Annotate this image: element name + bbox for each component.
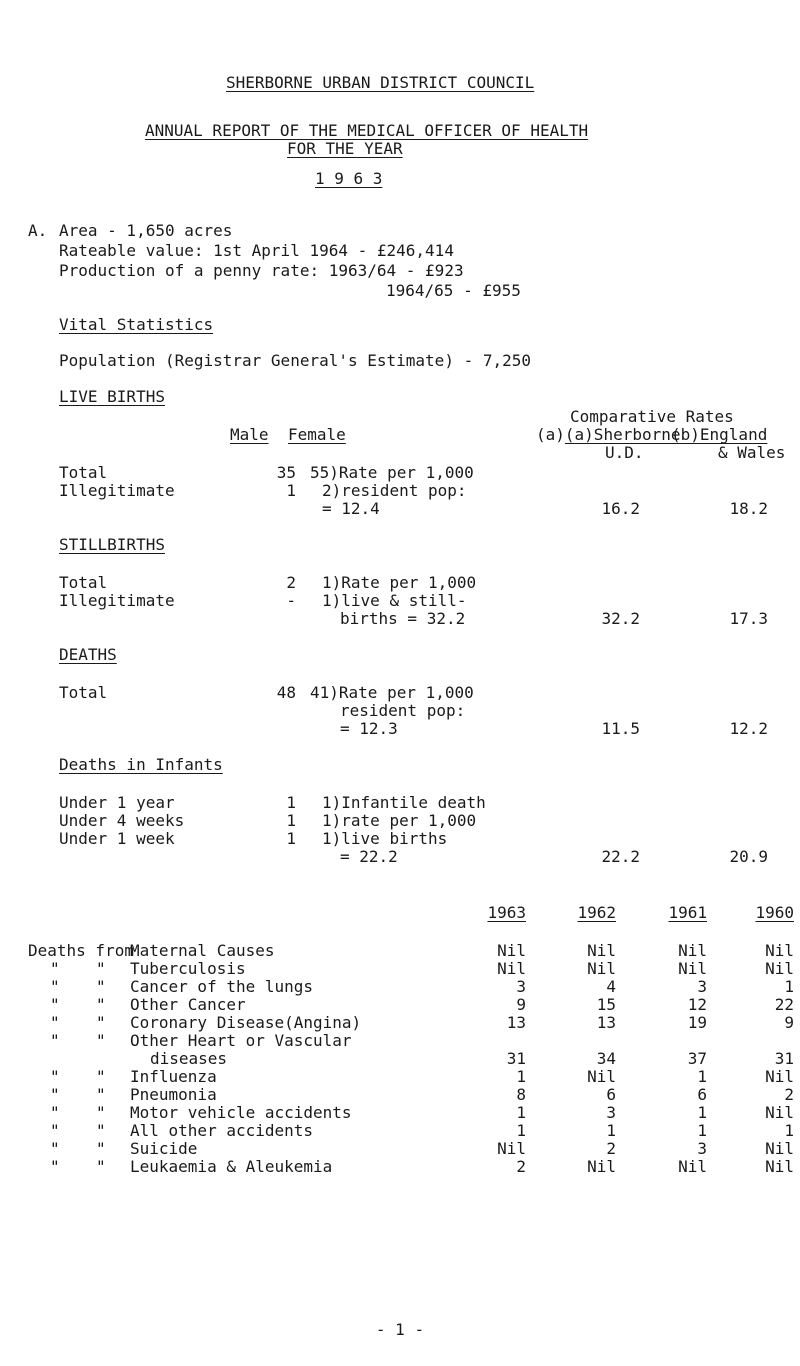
ditto-mark: " (96, 1067, 106, 1086)
cause-value: 6 (697, 1085, 707, 1104)
cause-label: Other Heart or Vascular (130, 1031, 352, 1050)
ditto-mark: " (96, 995, 106, 1014)
ditto-mark: " (96, 1103, 106, 1122)
stillbirths-illegitimate-label: Illegitimate (59, 591, 175, 610)
infants-row-value: 1 (286, 811, 296, 830)
penny-rate-line: Production of a penny rate: 1963/64 - £923 (59, 261, 464, 280)
england-header: (b)England (671, 425, 768, 444)
ditto-mark: " (96, 1121, 106, 1140)
infants-row-note: )rate per 1,000 (331, 811, 477, 830)
ditto-mark: " (50, 1067, 60, 1086)
cause-value: Nil (678, 959, 707, 978)
cause-value: Nil (497, 941, 526, 960)
stillbirths-illegitimate-value: - (286, 591, 296, 610)
cause-value: 34 (596, 1049, 616, 1068)
population-line: Population (Registrar General's Estimate) - 7,250 (59, 351, 532, 370)
stillbirths-rate-value: births = 32.2 (340, 609, 466, 628)
deaths-count: 41 (310, 683, 330, 702)
cause-value: Nil (765, 1139, 794, 1158)
sherborne-col-header: (a)(a)Sherborne (536, 425, 681, 444)
infants-row-label: Under 1 year (59, 793, 175, 812)
infants-row-text (322, 793, 486, 813)
infants-row-text (322, 811, 476, 831)
live-births-rate-text-2 (322, 481, 467, 501)
sherborne-header: (a)Sherborne (564, 425, 681, 444)
stillbirths-rate-line-1: )Rate per 1,000 (331, 573, 477, 592)
infants-row-label: Under 1 week (59, 829, 175, 848)
ditto-mark: " (96, 959, 106, 978)
infants-row-text (322, 829, 447, 849)
report-subtitle: FOR THE YEAR (287, 139, 403, 158)
cause-label: Other Cancer (130, 995, 246, 1014)
live-births-illegitimate-female: 2 (322, 481, 332, 500)
cause-value: 9 (516, 995, 526, 1014)
cause-value: 2 (516, 1157, 526, 1176)
deaths-rate-line-1: )Rate per 1,000 (329, 683, 474, 702)
cause-value: 1 (697, 1103, 707, 1122)
cause-value: Nil (765, 941, 794, 960)
england-header-2: & Wales (718, 443, 786, 462)
live-births-heading: LIVE BIRTHS (59, 387, 165, 406)
cause-value: 31 (774, 1049, 794, 1068)
cause-value: 1 (516, 1103, 526, 1122)
cause-label: Tuberculosis (130, 959, 246, 978)
deaths-rate-text (310, 683, 474, 703)
cause-value: 1 (516, 1067, 526, 1086)
infants-rate-value: = 22.2 (340, 847, 398, 866)
cause-value: Nil (587, 1157, 616, 1176)
sherborne-header-2: U.D. (605, 443, 644, 462)
cause-value: 3 (697, 1139, 707, 1158)
infants-row-count: 1 (322, 793, 332, 812)
live-births-rate-line-1: )Rate per 1,000 (329, 463, 474, 482)
year-header: 1961 (668, 903, 707, 922)
cause-value: Nil (587, 941, 616, 960)
cause-value: Nil (587, 1067, 616, 1086)
cause-value: 1 (697, 1121, 707, 1140)
stillbirths-england: 17.3 (729, 609, 768, 628)
ditto-mark: " (50, 1103, 60, 1122)
infants-row-value: 1 (286, 829, 296, 848)
cause-value: 3 (606, 1103, 616, 1122)
deaths-total-value: 48 (276, 683, 296, 702)
cause-value: 1 (697, 1067, 707, 1086)
cause-label: Leukaemia & Aleukemia (130, 1157, 333, 1176)
cause-value: 13 (506, 1013, 526, 1032)
cause-value: Nil (765, 1103, 794, 1122)
ditto-mark: " (50, 1013, 60, 1032)
cause-label: Coronary Disease(Angina) (130, 1013, 362, 1032)
cause-value: 12 (687, 995, 707, 1014)
ditto-mark: " (50, 1031, 60, 1050)
deaths-from-label: Deaths from (28, 941, 134, 960)
cause-value: 2 (784, 1085, 794, 1104)
year-header: 1963 (487, 903, 526, 922)
live-births-rate-value: = 12.4 (322, 499, 380, 518)
live-births-illegitimate-male: 1 (286, 481, 296, 500)
cause-label: Influenza (130, 1067, 217, 1086)
infants-row-count: 1 (322, 829, 332, 848)
ditto-mark: " (96, 1085, 106, 1104)
deaths-england: 12.2 (729, 719, 768, 738)
cause-value: 19 (687, 1013, 707, 1032)
ditto-mark: " (96, 1139, 106, 1158)
cause-value: 6 (606, 1085, 616, 1104)
cause-value: 4 (606, 977, 616, 996)
live-births-rate-text (310, 463, 474, 483)
deaths-total-label: Total (59, 683, 108, 702)
cause-value: Nil (678, 941, 707, 960)
ditto-mark: " (96, 1013, 106, 1032)
cause-value: Nil (765, 1157, 794, 1176)
ditto-mark: " (50, 995, 60, 1014)
stillbirths-rate-text (322, 573, 476, 593)
cause-value: Nil (497, 959, 526, 978)
live-births-total-male: 35 (276, 463, 296, 482)
cause-value: 31 (506, 1049, 526, 1068)
cause-value: 9 (784, 1013, 794, 1032)
vital-statistics-heading: Vital Statistics (59, 315, 214, 334)
stillbirths-sherborne: 32.2 (601, 609, 640, 628)
rateable-value-line: Rateable value: 1st April 1964 - £246,414 (59, 241, 454, 260)
infants-england: 20.9 (729, 847, 768, 866)
cause-label: Suicide (130, 1139, 198, 1158)
infants-row-label: Under 4 weeks (59, 811, 185, 830)
page-number: - 1 - (375, 1320, 425, 1339)
council-title: SHERBORNE URBAN DISTRICT COUNCIL (226, 73, 535, 92)
report-year: 1 9 6 3 (315, 169, 383, 188)
cause-label: Pneumonia (130, 1085, 217, 1104)
ditto-mark: " (50, 1085, 60, 1104)
cause-value: 8 (516, 1085, 526, 1104)
cause-label: Cancer of the lungs (130, 977, 314, 996)
cause-label: Motor vehicle accidents (130, 1103, 352, 1122)
cause-value: 1 (784, 1121, 794, 1140)
infants-sherborne: 22.2 (601, 847, 640, 866)
cause-value: Nil (497, 1139, 526, 1158)
male-header: Male (230, 425, 269, 444)
cause-label-continued: diseases (150, 1049, 228, 1068)
ditto-mark: " (50, 1157, 60, 1176)
ditto-mark: " (50, 959, 60, 978)
live-births-total-female: 55 (310, 463, 330, 482)
cause-label: All other accidents (130, 1121, 314, 1140)
stillbirths-rate-line-2: )live & still- (331, 591, 467, 610)
ditto-mark: " (50, 1139, 60, 1158)
area-line: Area - 1,650 acres (59, 221, 233, 240)
year-header: 1962 (577, 903, 616, 922)
stillbirths-rate-text-2 (322, 591, 467, 611)
infants-row-note: )live births (331, 829, 448, 848)
cause-value: 13 (596, 1013, 616, 1032)
deaths-heading: DEATHS (59, 645, 117, 664)
stillbirths-heading: STILLBIRTHS (59, 535, 165, 554)
stillbirths-count-2: 1 (322, 591, 332, 610)
infants-row-value: 1 (286, 793, 296, 812)
female-header: Female (288, 425, 346, 444)
ditto-mark: " (96, 1031, 106, 1050)
ditto-mark: " (96, 977, 106, 996)
deaths-rate-value: = 12.3 (340, 719, 398, 738)
stillbirths-count-1: 1 (322, 573, 332, 592)
cause-value: 3 (697, 977, 707, 996)
stillbirths-total-label: Total (59, 573, 108, 592)
year-header: 1960 (755, 903, 794, 922)
live-births-rate-line-2: )resident pop: (331, 481, 467, 500)
cause-value: Nil (587, 959, 616, 978)
live-births-illegitimate-label: Illegitimate (59, 481, 175, 500)
cause-value: 22 (774, 995, 794, 1014)
ditto-mark: " (96, 1157, 106, 1176)
infants-row-count: 1 (322, 811, 332, 830)
cause-value: 37 (687, 1049, 707, 1068)
deaths-rate-line-2: resident pop: (340, 701, 466, 720)
cause-value: 1 (606, 1121, 616, 1140)
cause-value: Nil (765, 1067, 794, 1086)
live-births-total-label: Total (59, 463, 108, 482)
cause-value: 1 (516, 1121, 526, 1140)
cause-value: 3 (516, 977, 526, 996)
ditto-mark: " (50, 977, 60, 996)
cause-value: Nil (765, 959, 794, 978)
report-title: ANNUAL REPORT OF THE MEDICAL OFFICER OF HEALTH (145, 121, 589, 140)
deaths-sherborne: 11.5 (601, 719, 640, 738)
cause-value: 1 (784, 977, 794, 996)
infants-row-note: )Infantile death (331, 793, 486, 812)
cause-label: Maternal Causes (130, 941, 275, 960)
cause-value: 2 (606, 1139, 616, 1158)
stillbirths-total-value: 2 (286, 573, 296, 592)
penny-rate-line-2: 1964/65 - £955 (386, 281, 521, 300)
section-marker: A. (28, 221, 48, 240)
ditto-mark: " (50, 1121, 60, 1140)
infants-heading: Deaths in Infants (59, 755, 223, 774)
live-births-sherborne: 16.2 (601, 499, 640, 518)
cause-value: 15 (596, 995, 616, 1014)
live-births-england: 18.2 (729, 499, 768, 518)
comparative-rates-heading: Comparative Rates (570, 407, 734, 426)
cause-value: Nil (678, 1157, 707, 1176)
